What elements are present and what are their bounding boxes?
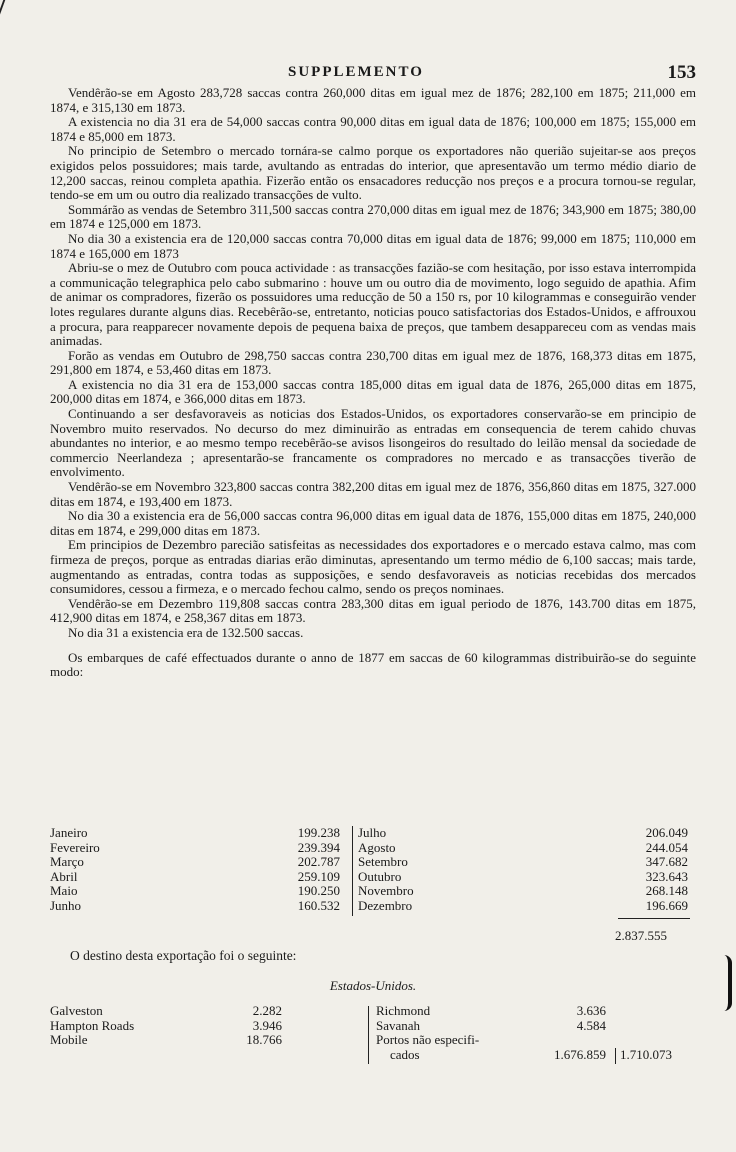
month-value: 347.682 xyxy=(645,854,688,870)
ports-first-column xyxy=(50,1004,282,1048)
port-value: 3.946 xyxy=(252,1017,282,1033)
paragraph-august-sales: Vendêrão-se em Agosto 283,728 saccas contra 260,000 ditas em igual mez de 1876; 282,100 em 1875; 211,000 em 1874, e 315,130 em 1873. xyxy=(50,85,696,115)
month-value: 268.148 xyxy=(645,883,688,899)
paragraph-august-stock: A existencia no dia 31 era de 54,000 saccas contra 90,000 ditas em igual data de 1876; 100,000 em 1875; 155,000 em 1874 e 85,000 em 1873. xyxy=(50,114,696,144)
paragraph-september-stock: No dia 30 a existencia era de 120,000 saccas contra 70,000 ditas em igual data de 1876; 99,000 em 1875; 110,000 em 1874 e 165,000 em 1873 xyxy=(50,230,696,261)
scan-mark-right xyxy=(720,955,732,1011)
table-row xyxy=(358,899,688,914)
paragraph-october-stock: A existencia no dia 31 era de 153,000 saccas contra 185,000 ditas em igual data de 1876, 265,000 ditas em 1875, 200,000 ditas em 1874, e 366,000 ditas em 1873. xyxy=(50,376,696,407)
table-row xyxy=(358,841,688,856)
month-value: 206.049 xyxy=(645,825,688,840)
table-row xyxy=(358,826,688,841)
ports-total: 1.710.073 xyxy=(620,1047,672,1062)
port-value: 18.766 xyxy=(246,1032,282,1048)
table-row xyxy=(50,884,340,899)
paragraph-october-sales: Forão as vendas em Outubro de 298,750 saccas contra 230,700 ditas em igual mez de 1876, 168,373 ditas em 1875, 291,800 em 1874, e 53,460 ditas em 1873. xyxy=(50,347,696,378)
table-row xyxy=(50,1033,282,1048)
months-first-half xyxy=(50,826,340,914)
month-value: 202.787 xyxy=(297,854,340,870)
table-row xyxy=(358,870,688,885)
month-value: 199.238 xyxy=(297,825,340,840)
month-label: Junho xyxy=(50,897,82,913)
table-row xyxy=(358,884,688,899)
column-divider xyxy=(352,826,353,916)
scan-mark-top-left xyxy=(0,0,11,18)
month-label: Novembro xyxy=(358,883,414,899)
month-value: 259.109 xyxy=(297,868,340,884)
month-label: Março xyxy=(50,854,84,870)
table-row xyxy=(50,1019,282,1034)
port-label: Galveston xyxy=(50,1003,103,1018)
table-row xyxy=(376,1019,606,1034)
month-value: 323.643 xyxy=(645,868,688,884)
port-label: Hampton Roads xyxy=(50,1017,135,1033)
table-row xyxy=(50,841,340,856)
table-row xyxy=(50,870,340,885)
month-label: Abril xyxy=(50,868,78,884)
table-row xyxy=(50,1004,282,1019)
month-value: 244.054 xyxy=(645,839,688,855)
body-text xyxy=(50,86,696,680)
months-total: 2.837.555 xyxy=(615,928,667,943)
destination-intro: O destino desta exportação foi o seguinte: xyxy=(70,948,297,963)
column-divider xyxy=(615,1048,616,1064)
paragraph-september-market: No principio de Setembro o mercado tornára-se calmo porque os exportadores não querião sujeitar-se aos preços exigidos pelos possuidores; mais tarde, avultando as entradas do interior, que apresentavão um termo médio diario de 12,200 saccas, reinou completa apathia. Fizerão então os ensacadores reducção nos preços e a procura tornou-se regular, tendo-se em um ou outro dia realizado transacções de vulto. xyxy=(50,143,696,203)
port-value: 4.584 xyxy=(576,1017,606,1033)
month-value: 239.394 xyxy=(297,839,340,855)
month-label: Maio xyxy=(50,883,78,899)
ports-table xyxy=(50,1004,696,1064)
paragraph-december-sales: Vendêrão-se em Dezembro 119,808 saccas contra 283,300 ditas em igual periodo de 1876, 143.700 ditas em 1875, 412,900 ditas em 1874, e 258,367 ditas em 1873. xyxy=(50,595,696,626)
table-row xyxy=(376,1004,606,1019)
monthly-shipments-table xyxy=(50,826,696,922)
page-header xyxy=(50,62,696,86)
port-value: 3.636 xyxy=(576,1003,606,1018)
paragraph-november-stock: No dia 30 a existencia era de 56,000 saccas contra 96,000 ditas em igual data de 1876, 155,000 ditas em 1875, 240,000 ditas em 1874, e 299,000 ditas em 1873. xyxy=(50,508,696,538)
port-value: 2.282 xyxy=(252,1003,282,1018)
port-value: 1.676.859 xyxy=(554,1046,606,1062)
paragraph-october-market: Abriu-se o mez de Outubro com pouca actividade : as transacções fazião-se com hesitação, por isso estava interrompida a communicação telegraphica pelo cabo submarino : houve um ou outro dia de movimento, logo seguido de apathia. Afim de animar os compradores, fizerão os possuidores uma reducção de 50 a 150 rs, por 10 kilogrammas e conseguirão vender lotes regulares durante alguns dias. Recebêrão-se, entretanto, noticias pouco satisfactorias dos Estados-Unidos, e affrouxou a procura, para reapparecer novamente depois de pequena baixa de preços, que tambem desappareceu com as vendas mais animadas. xyxy=(50,260,696,349)
table-row xyxy=(50,855,340,870)
month-label: Dezembro xyxy=(358,897,413,913)
port-label: cados xyxy=(390,1046,420,1062)
month-value: 196.669 xyxy=(645,897,688,913)
port-label: Richmond xyxy=(376,1003,431,1018)
port-label: Savanah xyxy=(376,1017,421,1033)
month-label: Setembro xyxy=(358,854,408,870)
table-row xyxy=(50,899,340,914)
page-number: 153 xyxy=(667,62,696,83)
month-label: Janeiro xyxy=(50,825,88,840)
port-label: Mobile xyxy=(50,1032,88,1048)
paragraph-november-sales: Vendêrão-se em Novembro 323,800 saccas contra 382,200 ditas em igual mez de 1876, 356,860 ditas em 1875, 327.000 ditas em 1874, e 193,400 em 1873. xyxy=(50,479,696,509)
total-rule xyxy=(618,918,690,919)
months-second-half xyxy=(358,826,688,914)
paragraph-november-market: Continuando a ser desfavoraveis as noticias dos Estados-Unidos, os exportadores conservarão-se em principio de Novembro muito reservados. No decurso do mez diminuirão as entradas em consequencia de terem cahido chuvas abundantes no interior, e ao mesmo tempo recebêrão-se avisos lisongeiros do resultado do leilão mensal da sociedade de commercio Neerlandeza ; apresentarão-se francamente os compradores no mercado e as transacções tiverão de envolvimento. xyxy=(50,406,696,480)
paragraph-december-market: Em principios de Dezembro parecião satisfeitas as necessidades dos exportadores e o mercado estava calmo, mas com firmeza de preços, porque as entradas diarias erão diminutas, apresentando um termo médio de 6,100 saccas; mais tarde, augmentando as entradas, contra todas as supposições, e sendo desfavoraveis as noticias recebidas dos mercados consumidores, cessou a firmeza, e o mercado fechou calmo, sendo os preços nominaes. xyxy=(50,537,696,597)
running-title: SUPPLEMENTO xyxy=(288,64,424,80)
port-label: Portos não especifi- xyxy=(376,1032,480,1048)
table-row xyxy=(376,1048,606,1063)
month-label: Julho xyxy=(358,825,387,840)
month-value: 160.532 xyxy=(297,897,340,913)
ports-second-column xyxy=(376,1004,606,1062)
table-row xyxy=(358,855,688,870)
month-label: Agosto xyxy=(358,839,396,855)
month-label: Fevereiro xyxy=(50,839,100,855)
table-row xyxy=(376,1033,606,1048)
page xyxy=(50,0,696,1152)
month-value: 190.250 xyxy=(297,883,340,899)
month-label: Outubro xyxy=(358,868,402,884)
paragraph-september-sales: Sommárão as vendas de Setembro 311,500 saccas contra 270,000 ditas em igual mez de 1876; 343,900 em 1875; 380,00 em 1874 e 125,000 em 1873. xyxy=(50,201,696,232)
paragraph-shipments-intro: Os embarques de café effectuados durante o anno de 1877 em saccas de 60 kilogrammas distribuirão-se do seguinte modo: xyxy=(50,649,696,680)
paragraph-december-stock: No dia 31 a existencia era de 132.500 saccas. xyxy=(68,624,304,640)
table-row xyxy=(50,826,340,841)
column-divider xyxy=(368,1006,369,1064)
destination-heading: Estados-Unidos. xyxy=(329,978,417,993)
